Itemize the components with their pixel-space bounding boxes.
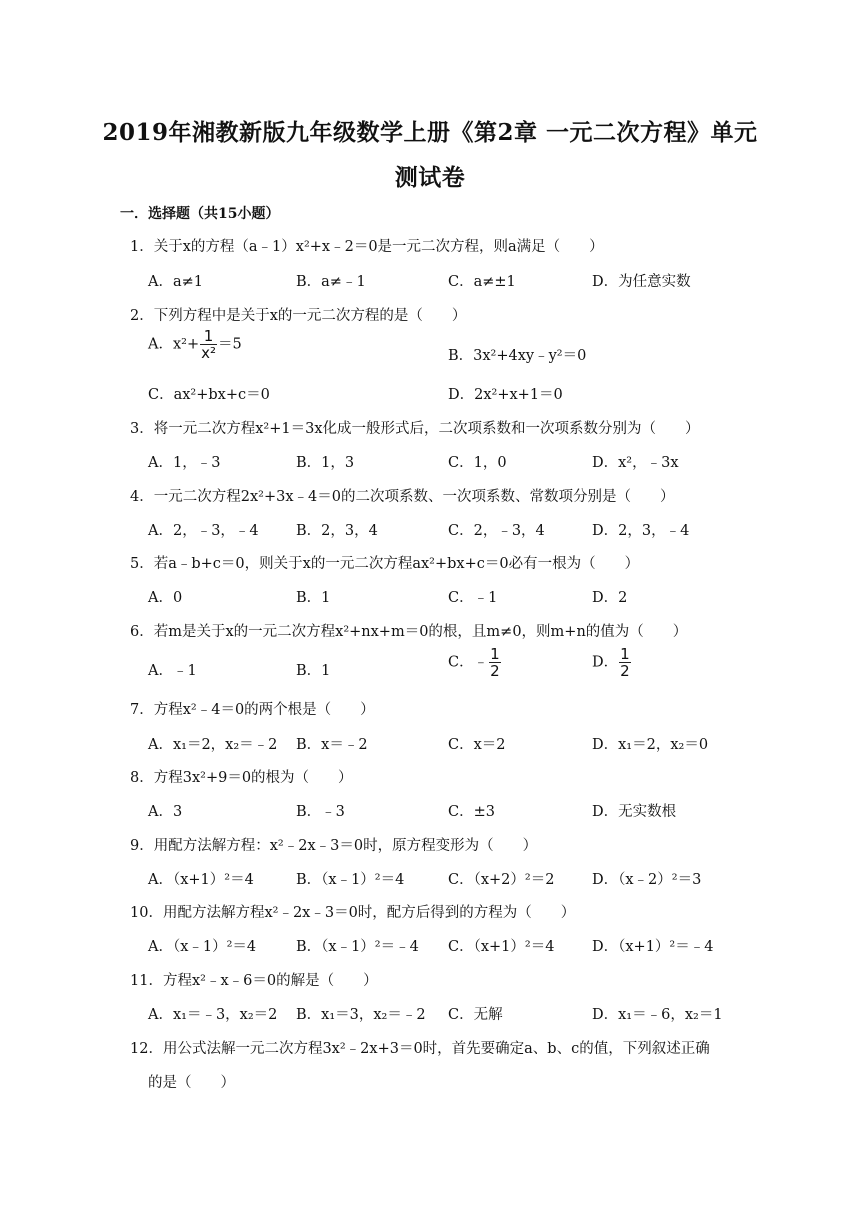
q9-option-d[interactable]: D．（x﹣2）²＝3 xyxy=(592,872,702,888)
q2-option-a-suffix: ＝5 xyxy=(218,336,242,353)
q6-option-c-label: C． xyxy=(448,654,474,671)
fraction-numerator: 1 xyxy=(490,645,500,663)
q3-option-a[interactable]: A．1，﹣3 xyxy=(148,455,221,471)
q11-option-c[interactable]: C．无解 xyxy=(448,1007,503,1023)
section-heading: 一．选择题（共15小题） xyxy=(120,206,280,222)
q8-option-b[interactable]: B．﹣3 xyxy=(296,804,345,820)
q2-option-a-fraction xyxy=(199,328,218,361)
question-8: 8．方程3x²+9＝0的根为（ ） xyxy=(130,770,353,786)
question-12-continued: 的是（ ） xyxy=(148,1075,235,1091)
q4-option-d[interactable]: D．2，3，﹣4 xyxy=(592,523,690,539)
q8-option-d[interactable]: D．无实数根 xyxy=(592,804,677,820)
question-2: 2．下列方程中是关于x的一元二次方程的是（ ） xyxy=(130,308,467,324)
fraction-denominator: x² xyxy=(201,344,217,362)
q6-option-d-label: D． xyxy=(592,654,619,671)
q10-option-b[interactable]: B．（x﹣1）²＝﹣4 xyxy=(296,939,419,955)
question-9: 9．用配方法解方程：x²﹣2x﹣3＝0时，原方程变形为（ ） xyxy=(130,838,538,854)
q6-option-c-sign: ﹣ xyxy=(473,654,489,671)
q2-option-c[interactable]: C．ax²+bx+c＝0 xyxy=(148,387,270,403)
q2-option-d[interactable]: D．2x²+x+1＝0 xyxy=(448,387,563,403)
q10-option-a[interactable]: A．（x﹣1）²＝4 xyxy=(148,939,257,955)
fraction-denominator: 2 xyxy=(620,662,630,680)
q6-option-a[interactable]: A．﹣1 xyxy=(148,663,197,679)
q10-option-c[interactable]: C．（x+1）²＝4 xyxy=(448,939,555,955)
q6-option-c-fraction xyxy=(488,646,502,679)
q10-option-d[interactable]: D．（x+1）²＝﹣4 xyxy=(592,939,714,955)
q4-option-c[interactable]: C．2，﹣3，4 xyxy=(448,523,545,539)
q7-option-b[interactable]: B．x＝﹣2 xyxy=(296,737,368,753)
page-title-line2: 测试卷 xyxy=(394,164,466,191)
q8-option-c[interactable]: C．±3 xyxy=(448,804,495,820)
q6-option-d[interactable] xyxy=(592,646,632,679)
q1-option-b[interactable]: B．a≠﹣1 xyxy=(296,274,366,290)
q11-option-a[interactable]: A．x₁＝﹣3，x₂＝2 xyxy=(148,1007,278,1023)
q9-option-b[interactable]: B．（x﹣1）²＝4 xyxy=(296,872,405,888)
page-title-line1: 2019年湘教新版九年级数学上册《第2章 一元二次方程》单元 xyxy=(102,119,758,146)
q7-option-d[interactable]: D．x₁＝2，x₂＝0 xyxy=(592,737,709,753)
question-11: 11．方程x²﹣x﹣6＝0的解是（ ） xyxy=(130,973,378,989)
q1-option-c[interactable]: C．a≠±1 xyxy=(448,274,516,290)
q3-option-b[interactable]: B．1，3 xyxy=(296,455,355,471)
q2-option-b[interactable]: B．3x²+4xy﹣y²＝0 xyxy=(448,348,587,364)
q7-option-c[interactable]: C．x＝2 xyxy=(448,737,506,753)
q8-option-a[interactable]: A．3 xyxy=(148,804,183,820)
q3-option-c[interactable]: C．1，0 xyxy=(448,455,507,471)
q9-option-c[interactable]: C．（x+2）²＝2 xyxy=(448,872,555,888)
q9-option-a[interactable]: A．（x+1）²＝4 xyxy=(148,872,254,888)
question-7: 7．方程x²﹣4＝0的两个根是（ ） xyxy=(130,702,375,718)
fraction-numerator: 1 xyxy=(620,645,630,663)
q2-option-a-prefix: A．x²+ xyxy=(148,336,200,353)
q1-option-a[interactable]: A．a≠1 xyxy=(148,274,203,290)
q11-option-d[interactable]: D．x₁＝﹣6，x₂＝1 xyxy=(592,1007,723,1023)
q5-option-d[interactable]: D．2 xyxy=(592,590,628,606)
q7-option-a[interactable]: A．x₁＝2，x₂＝﹣2 xyxy=(148,737,278,753)
q4-option-b[interactable]: B．2，3，4 xyxy=(296,523,378,539)
q11-option-b[interactable]: B．x₁＝3，x₂＝﹣2 xyxy=(296,1007,426,1023)
fraction-numerator: 1 xyxy=(203,327,214,345)
question-4: 4．一元二次方程2x²+3x﹣4＝0的二次项系数、一次项系数、常数项分别是（ ） xyxy=(130,489,675,505)
question-6: 6．若m是关于x的一元二次方程x²+nx+m＝0的根，且m≠0，则m+n的值为（ ） xyxy=(130,624,688,640)
q1-option-d[interactable]: D．为任意实数 xyxy=(592,274,691,290)
q6-option-b[interactable]: B．1 xyxy=(296,663,331,679)
question-1: 1．关于x的方程（a﹣1）x²+x﹣2＝0是一元二次方程，则a满足（ ） xyxy=(130,239,604,255)
q5-option-b[interactable]: B．1 xyxy=(296,590,331,606)
q6-option-c[interactable] xyxy=(448,646,502,679)
q3-option-d[interactable]: D．x²，﹣3x xyxy=(592,455,679,471)
q6-option-d-fraction xyxy=(618,646,632,679)
fraction-denominator: 2 xyxy=(490,662,500,680)
question-12: 12．用公式法解一元二次方程3x²﹣2x+3＝0时，首先要确定a、b、c的值，下列叙述正确 xyxy=(130,1041,710,1057)
q4-option-a[interactable]: A．2，﹣3，﹣4 xyxy=(148,523,259,539)
q5-option-c[interactable]: C．﹣1 xyxy=(448,590,498,606)
question-5: 5．若a﹣b+c＝0，则关于x的一元二次方程ax²+bx+c＝0必有一根为（ ） xyxy=(130,556,640,572)
q5-option-a[interactable]: A．0 xyxy=(148,590,183,606)
q2-option-a[interactable] xyxy=(148,328,242,361)
question-3: 3．将一元二次方程x²+1＝3x化成一般形式后，二次项系数和一次项系数分别为（ ） xyxy=(130,421,700,437)
question-10: 10．用配方法解方程x²﹣2x﹣3＝0时，配方后得到的方程为（ ） xyxy=(130,905,576,921)
